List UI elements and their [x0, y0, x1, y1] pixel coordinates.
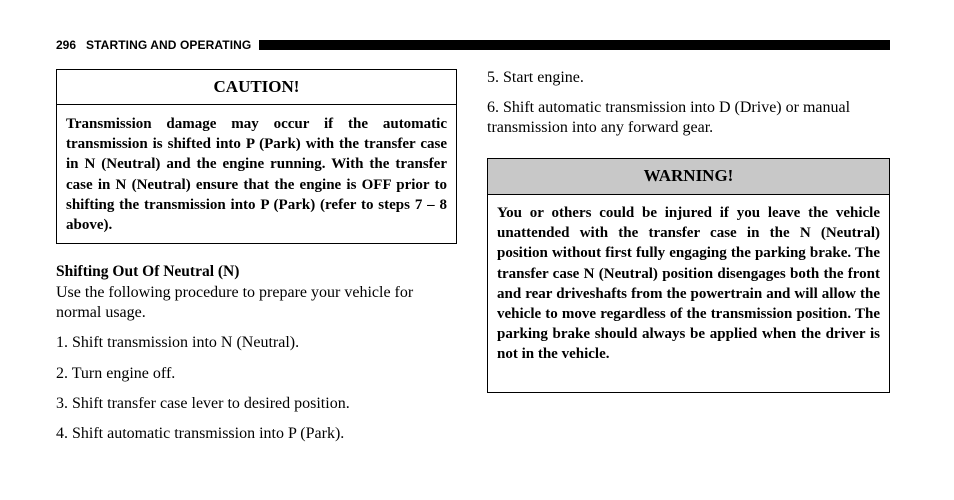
intro-paragraph: Use the following procedure to prepare your vehicle for normal usage. — [56, 284, 414, 321]
warning-body: You or others could be injured if you leave the vehicle unattended with the transfer case in the N (Neutral) position without first fully engaging the parking brake. The transfer case N (Neutral) position disengages both the front and rear driveshafts from the powertrain and will allow the vehicle to move regardless of the transmission position. The parking brake should always be applied when the driver is not in the vehicle. — [497, 205, 880, 363]
caution-body: Transmission damage may occur if the automatic transmission is shifted into P (Park) with the transfer case in N (Neutral) and the engine running. With the transfer case in N (Neutral) ensure that the engine is OFF prior to shifting the transmission into P (Park) (refer to steps 7 – 8 above). — [66, 116, 447, 234]
section-title: STARTING AND OPERATING — [86, 38, 252, 52]
step-3: 3. Shift transfer case lever to desired position. — [56, 395, 350, 412]
caution-title: CAUTION! — [57, 70, 456, 105]
header-rule — [259, 40, 890, 50]
warning-title: WARNING! — [488, 159, 889, 195]
caution-box — [56, 69, 457, 244]
step-1: 1. Shift transmission into N (Neutral). — [56, 334, 300, 351]
section-subheading: Shifting Out Of Neutral (N) — [56, 263, 240, 280]
page-number: 296 — [56, 38, 77, 52]
step-4: 4. Shift automatic transmission into P (Park). — [56, 425, 345, 442]
step-5: 5. Start engine. — [487, 69, 584, 86]
step-6: 6. Shift automatic transmission into D (Drive) or manual transmission into any forward gear. — [487, 99, 851, 136]
page-header — [56, 38, 890, 52]
step-2: 2. Turn engine off. — [56, 365, 176, 382]
warning-box — [487, 158, 890, 393]
